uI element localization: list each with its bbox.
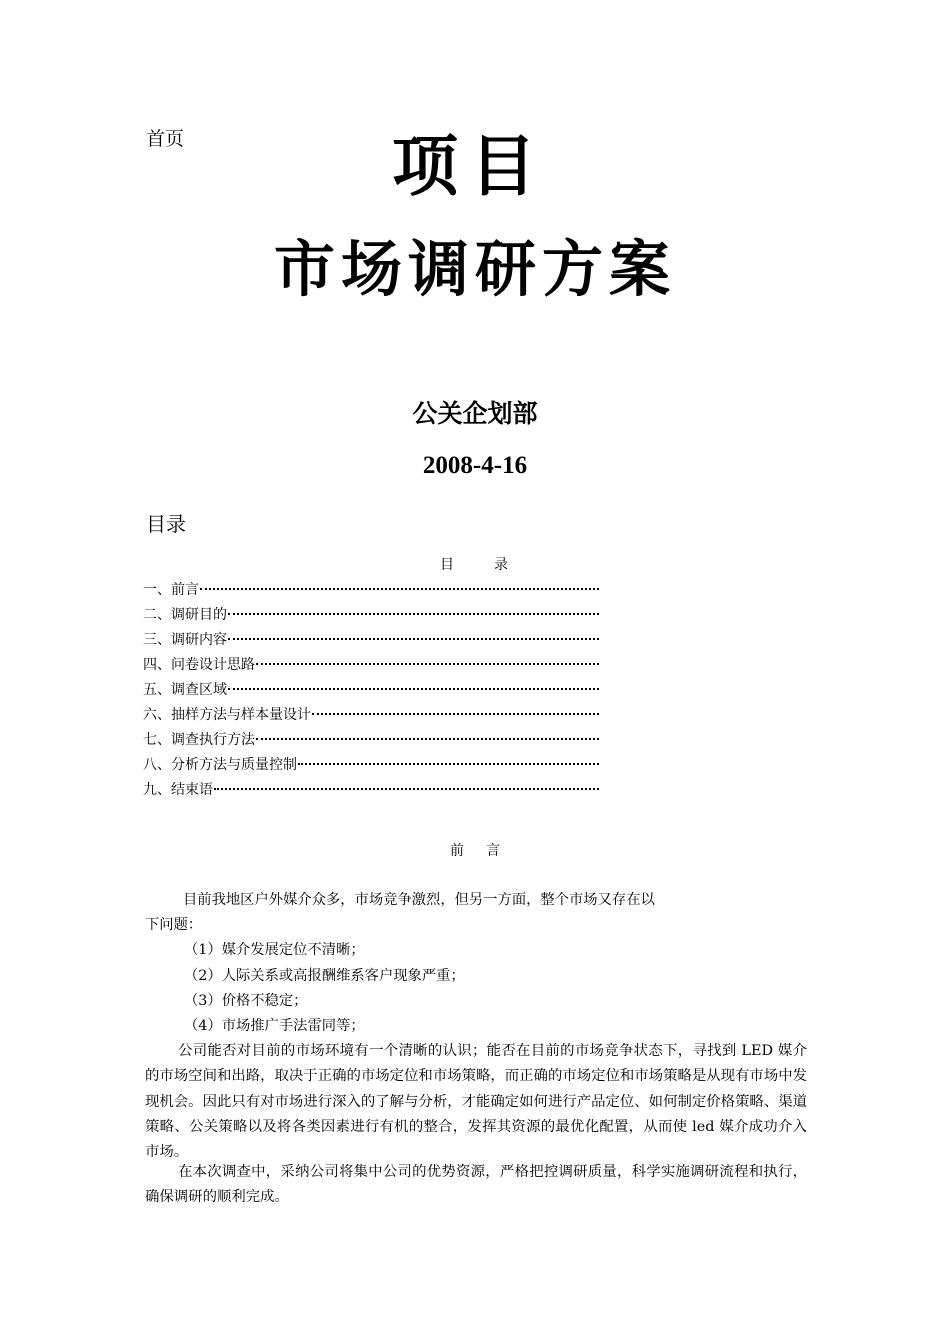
document-date: 2008-4-16 <box>422 452 528 479</box>
toc-list <box>143 578 601 803</box>
preface-heading-left: 前 <box>450 843 464 859</box>
preface-point: （4）市场推广手法雷同等； <box>184 1018 365 1034</box>
toc-dot-leader <box>312 713 599 715</box>
toc-dot-leader <box>200 588 599 590</box>
toc-item-label: 九、结束语 <box>143 782 213 798</box>
toc-item-label: 三、调研内容 <box>143 632 227 648</box>
toc-dot-leader <box>214 788 599 790</box>
document-title-line2: 市场调研方案 <box>273 234 676 305</box>
toc-item-label: 一、前言 <box>143 582 199 598</box>
document-title-line1: 项目 <box>392 127 548 205</box>
toc-heading-right: 录 <box>494 557 510 573</box>
toc-item-research-content[interactable] <box>143 628 601 653</box>
toc-item-analysis-quality[interactable] <box>143 753 601 778</box>
toc-item-label: 二、调研目的 <box>143 607 227 623</box>
toc-dot-leader <box>228 638 599 640</box>
toc-item-label: 六、抽样方法与样本量设计 <box>143 707 311 723</box>
toc-dot-leader <box>256 738 599 740</box>
toc-dot-leader <box>228 613 599 615</box>
toc-dot-leader <box>256 663 599 665</box>
toc-item-preface[interactable] <box>143 578 601 603</box>
toc-item-questionnaire-design[interactable] <box>143 653 601 678</box>
toc-heading-left: 目 <box>440 557 456 573</box>
toc-item-label: 八、分析方法与质量控制 <box>143 757 297 773</box>
toc-item-sampling-method[interactable] <box>143 703 601 728</box>
toc-item-survey-area[interactable] <box>143 678 601 703</box>
preface-intro-line1: 目前我地区户外媒介众多，市场竞争激烈，但另一方面，整个市场又存在以 <box>183 892 655 908</box>
toc-item-execution-method[interactable] <box>143 728 601 753</box>
toc-item-label: 四、问卷设计思路 <box>143 657 255 673</box>
toc-item-label: 七、调查执行方法 <box>143 732 255 748</box>
preface-paragraph-survey: 在本次调查中，采纳公司将集中公司的优势资源，严格把控调研质量，科学实施调研流程和执行，确保调研的顺利完成。 <box>145 1164 807 1206</box>
preface-heading <box>0 840 950 860</box>
toc-item-research-purpose[interactable] <box>143 603 601 628</box>
preface-paragraph-market: 公司能否对目前的市场环境有一个清晰的认识；能否在目前的市场竞争状态下，寻找到 LED 媒介的市场空间和出路，取决于正确的市场定位和市场策略，而正确的市场定位和市场策略是从现有市场中发现机会。因此只有对市场进行深入的了解与分析，才能确定如何进行产品定位、如何制定价格策略、渠道策略、公关策略以及将各类因素进行有机的整合，发挥其资源的最优化配置，从而使 led 媒介成功介入市场。 <box>145 1043 807 1161</box>
preface-point: （2）人际关系或高报酬维系客户现象严重； <box>184 968 465 984</box>
preface-heading-right: 言 <box>486 843 500 859</box>
toc-section-label: 目录 <box>146 512 186 536</box>
preface-point: （3）价格不稳定； <box>184 993 308 1009</box>
toc-dot-leader <box>298 763 599 765</box>
toc-item-label: 五、调查区域 <box>143 682 227 698</box>
toc-dot-leader <box>228 688 599 690</box>
preface-point: （1）媒介发展定位不清晰； <box>184 942 365 958</box>
toc-item-conclusion[interactable] <box>143 778 601 803</box>
preface-intro-line2: 下问题： <box>145 917 203 933</box>
department-name: 公关企划部 <box>412 399 538 428</box>
toc-heading <box>0 554 950 574</box>
home-label: 首页 <box>146 128 185 150</box>
